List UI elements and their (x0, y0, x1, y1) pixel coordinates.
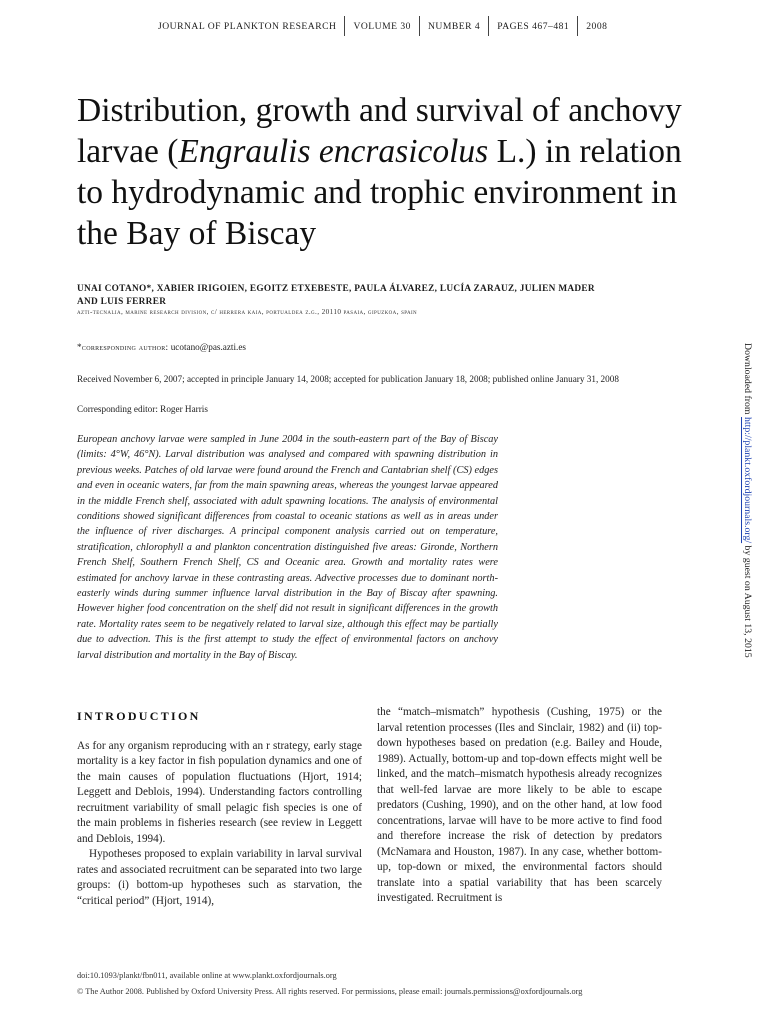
author-list: UNAI COTANO*, XABIER IRIGOIEN, EGOITZ ETXEBESTE, PAULA ÁLVAREZ, LUCÍA ZARAUZ, JULIEN MADER AND LUIS FERRER (77, 284, 595, 307)
title-text-end: L.) in relation to hydrodynamic and trophic environment in the Bay of Biscay (77, 133, 682, 252)
journal-name: JOURNAL OF PLANKTON RESEARCH (158, 20, 337, 32)
paragraph: As for any organism reproducing with an r strategy, early stage mortality is a key factor in fish population dynamics and one of the main causes of population fluctuations (Hjort, 1914; Leggett and Deblois, 1994). Understanding factors controlling recruitment variability of small pelagic fish species is one of the main problems in fisheries research (see review in Leggett and Deblois, 1994). (77, 739, 362, 845)
page-footer (77, 968, 582, 1000)
header-divider (488, 16, 489, 36)
body-column-right (377, 705, 662, 907)
download-watermark (742, 343, 753, 658)
corresponding-label: *corresponding author: (77, 342, 169, 352)
volume: VOLUME 30 (353, 20, 411, 32)
header-divider (344, 16, 345, 36)
year: 2008 (586, 20, 608, 32)
header-divider (419, 16, 420, 36)
download-suffix: by guest on August 13, 2015 (742, 543, 753, 658)
species-name: Engraulis encrasicolus (178, 133, 489, 170)
issue-number: NUMBER 4 (427, 20, 481, 32)
copyright-line: © The Author 2008. Published by Oxford University Press. All rights reserved. For permissions, please email: journals.permissions@oxfordjournals.org (77, 987, 583, 996)
journal-header (158, 16, 607, 36)
page-range: PAGES 467–481 (497, 20, 570, 32)
corresponding-email[interactable]: ucotano@pas.azti.es (170, 342, 246, 352)
corresponding-author (77, 342, 246, 352)
section-heading: INTRODUCTION (77, 709, 201, 723)
header-divider (577, 16, 578, 36)
received-dates: Received November 6, 2007; accepted in principle January 14, 2008; accepted for publication January 18, 2008; published online January 31, 2008 (77, 374, 619, 384)
abstract: European anchovy larvae were sampled in June 2004 in the south-eastern part of the Bay of Biscay (limits: 4°W, 46°N). Larval distribution was analysed and compared with spawning distribution in previous weeks. Patches of old larvae were found around the French and Cantabrian shelf (CS) edges and even in oceanic waters, far from the main spawning areas, whereas the youngest larvae appeared in the middle French shelf, associated with adult spawning locations. The analysis of environmental conditions showed significant differences from coastal to oceanic stations as well as in areas under the influence of river discharges. A principal component analysis carried out on temperature, stratification, chlorophyll a and plankton concentration distinguished five areas: Gironde, Northern French Shelf, Southern French Shelf, CS and Oceanic area. Growth and mortality rates were estimated for anchovy larvae in these contrasting areas. Advective processes due to dominant north-easterly winds during summer influence larval distribution in the Bay of Biscay after spawning. However higher food concentration on the shelf did not result in significant differences in the growth rate. Mortality rates seem to be negatively related to larval size, although this effect may be partially due to advection. This is the first attempt to study the effect of environmental factors on anchovy larval distribution and mortality in the Bay of Biscay. (77, 434, 498, 661)
title-text: Distribution, growth and survival of anchovy larvae ( (77, 92, 682, 170)
body-column-left (77, 705, 362, 909)
affiliation: azti-tecnalia, marine research division, c/ herrera kaia, portualdea z.g., 20110 pasaia, gipuzkoa, spain (77, 308, 418, 316)
paragraph: Hypotheses proposed to explain variability in larval survival rates and associated recruitment can be separated into two large groups: (i) bottom-up hypotheses such as starvation, the “critical period” (Hjort, 1914), (77, 848, 362, 907)
paragraph: the “match–mismatch” hypothesis (Cushing, 1975) or the larval retention processes (Iles and Sinclair, 1982) and (ii) top-down hypotheses based on predation (e.g. Bailey and Houde, 1989). Actually, bottom-up and top-down effects might well be linked, and the match–mismatch hypothesis already recognizes that well-fed larvae are more likely to be able to escape predators (Cushing, 1990), and on the other hand, at low food concentrations, larvae will have to be more active to find food and therefore increase the risk of detection by predators (McNamara and Houston, 1987). In any case, whether bottom-up, top-down or mixed, the environmental factors should translate into a spatial variability that has been scarcely investigated. Recruitment is (377, 706, 662, 904)
corresponding-editor: Corresponding editor: Roger Harris (77, 404, 208, 414)
download-prefix: Downloaded from (742, 343, 753, 418)
doi-line: doi:10.1093/plankt/fbn011, available online at www.plankt.oxfordjournals.org (77, 971, 337, 980)
journal-link[interactable]: http://plankt.oxfordjournals.org/ (742, 417, 753, 544)
paper-title (77, 90, 697, 254)
